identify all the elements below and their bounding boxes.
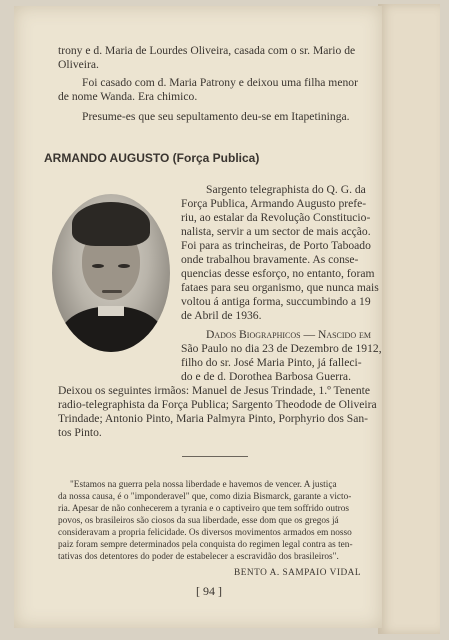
bio-line-2: Força Publica, Armando Augusto prefe- [181,197,367,210]
para1-line-2: Oliveira. [58,58,99,71]
quote-line-2: da nossa causa, é o "imponderavel" que, como dizia Bismarck, garante a victo- [58,492,352,502]
bio-line-3: riu, ao estalar da Revolução Constitucio- [181,211,371,224]
irmaos-line-2: radio-telegraphista da Força Publica; Sargento Theodode de Oliveira [58,398,377,411]
section-heading: ARMANDO AUGUSTO (Força Publica) [44,151,260,165]
quote-line-1: "Estamos na guerra pela nossa liberdade e havemos de vencer. A justiça [70,480,337,490]
bio-line-10: de Abril de 1936. [181,309,262,322]
dados-line-1: Dados Biographicos — Nascido em [206,328,372,341]
dados-line-2: São Paulo no dia 23 de Dezembro de 1912, [181,342,382,355]
dados-line-4: do e de d. Dorothea Barbosa Guerra. [181,370,351,383]
dados-line-3: filho do sr. José Maria Pinto, já falleci- [181,356,362,369]
quote-line-6: paiz foram sempre determinados pela conquista do regimen legal contra as ten- [58,540,353,550]
page-number: [ 94 ] [196,584,222,598]
portrait-photo [52,194,170,352]
quote-signature: BENTO A. SAMPAIO VIDAL [234,568,362,578]
bio-line-7: quencias desse esforço, no entanto, foram [181,267,375,280]
bio-line-8: fataes para seu organismo, que nunca mais [181,281,379,294]
quote-line-3: ria. Apesar de não conhecerem a tyrania e o captiveiro que tem soffrido outros [58,504,350,514]
para3: Presume-es que seu sepultamento deu-se em Itapetininga. [82,110,350,123]
irmaos-line-3: Trindade; Antonio Pinto, Maria Palmyra Pinto, Porphyrio dos San- [58,412,369,425]
underlying-page [378,4,440,634]
quote-line-7: tativas dos detentores do poder de estabelecer a escravidão dos brasileiros". [58,552,339,562]
quote-line-4: povos, os brasileiros são ciosos da sua liberdade, esse dom que os gregos já [58,516,339,526]
bio-line-5: Foi para as trincheiras, de Porto Taboado [181,239,371,252]
bio-line-4: nalista, servir a um sector de mais acção. [181,225,371,238]
para2-line-1: Foi casado com d. Maria Patrony e deixou uma filha menor [82,76,358,89]
irmaos-line-4: tos Pinto. [58,426,102,439]
para1-line-1: trony e d. Maria de Lourdes Oliveira, casada com o sr. Mario de [58,44,356,57]
bio-line-6: onde trabalhou bravamente. As conse- [181,253,359,266]
irmaos-line-1: Deixou os seguintes irmãos: Manuel de Jesus Trindade, 1.º Tenente [58,384,371,397]
para2-line-2: de nome Wanda. Era chimico. [58,90,198,103]
bio-line-1: Sargento telegraphista do Q. G. da [206,183,366,196]
divider-rule [182,456,248,457]
quote-line-5: consideravam a propria felicidade. Os diversos movimentos armados em nosso [58,528,352,538]
bio-line-9: voltou á antiga forma, succumbindo a 19 [181,295,371,308]
